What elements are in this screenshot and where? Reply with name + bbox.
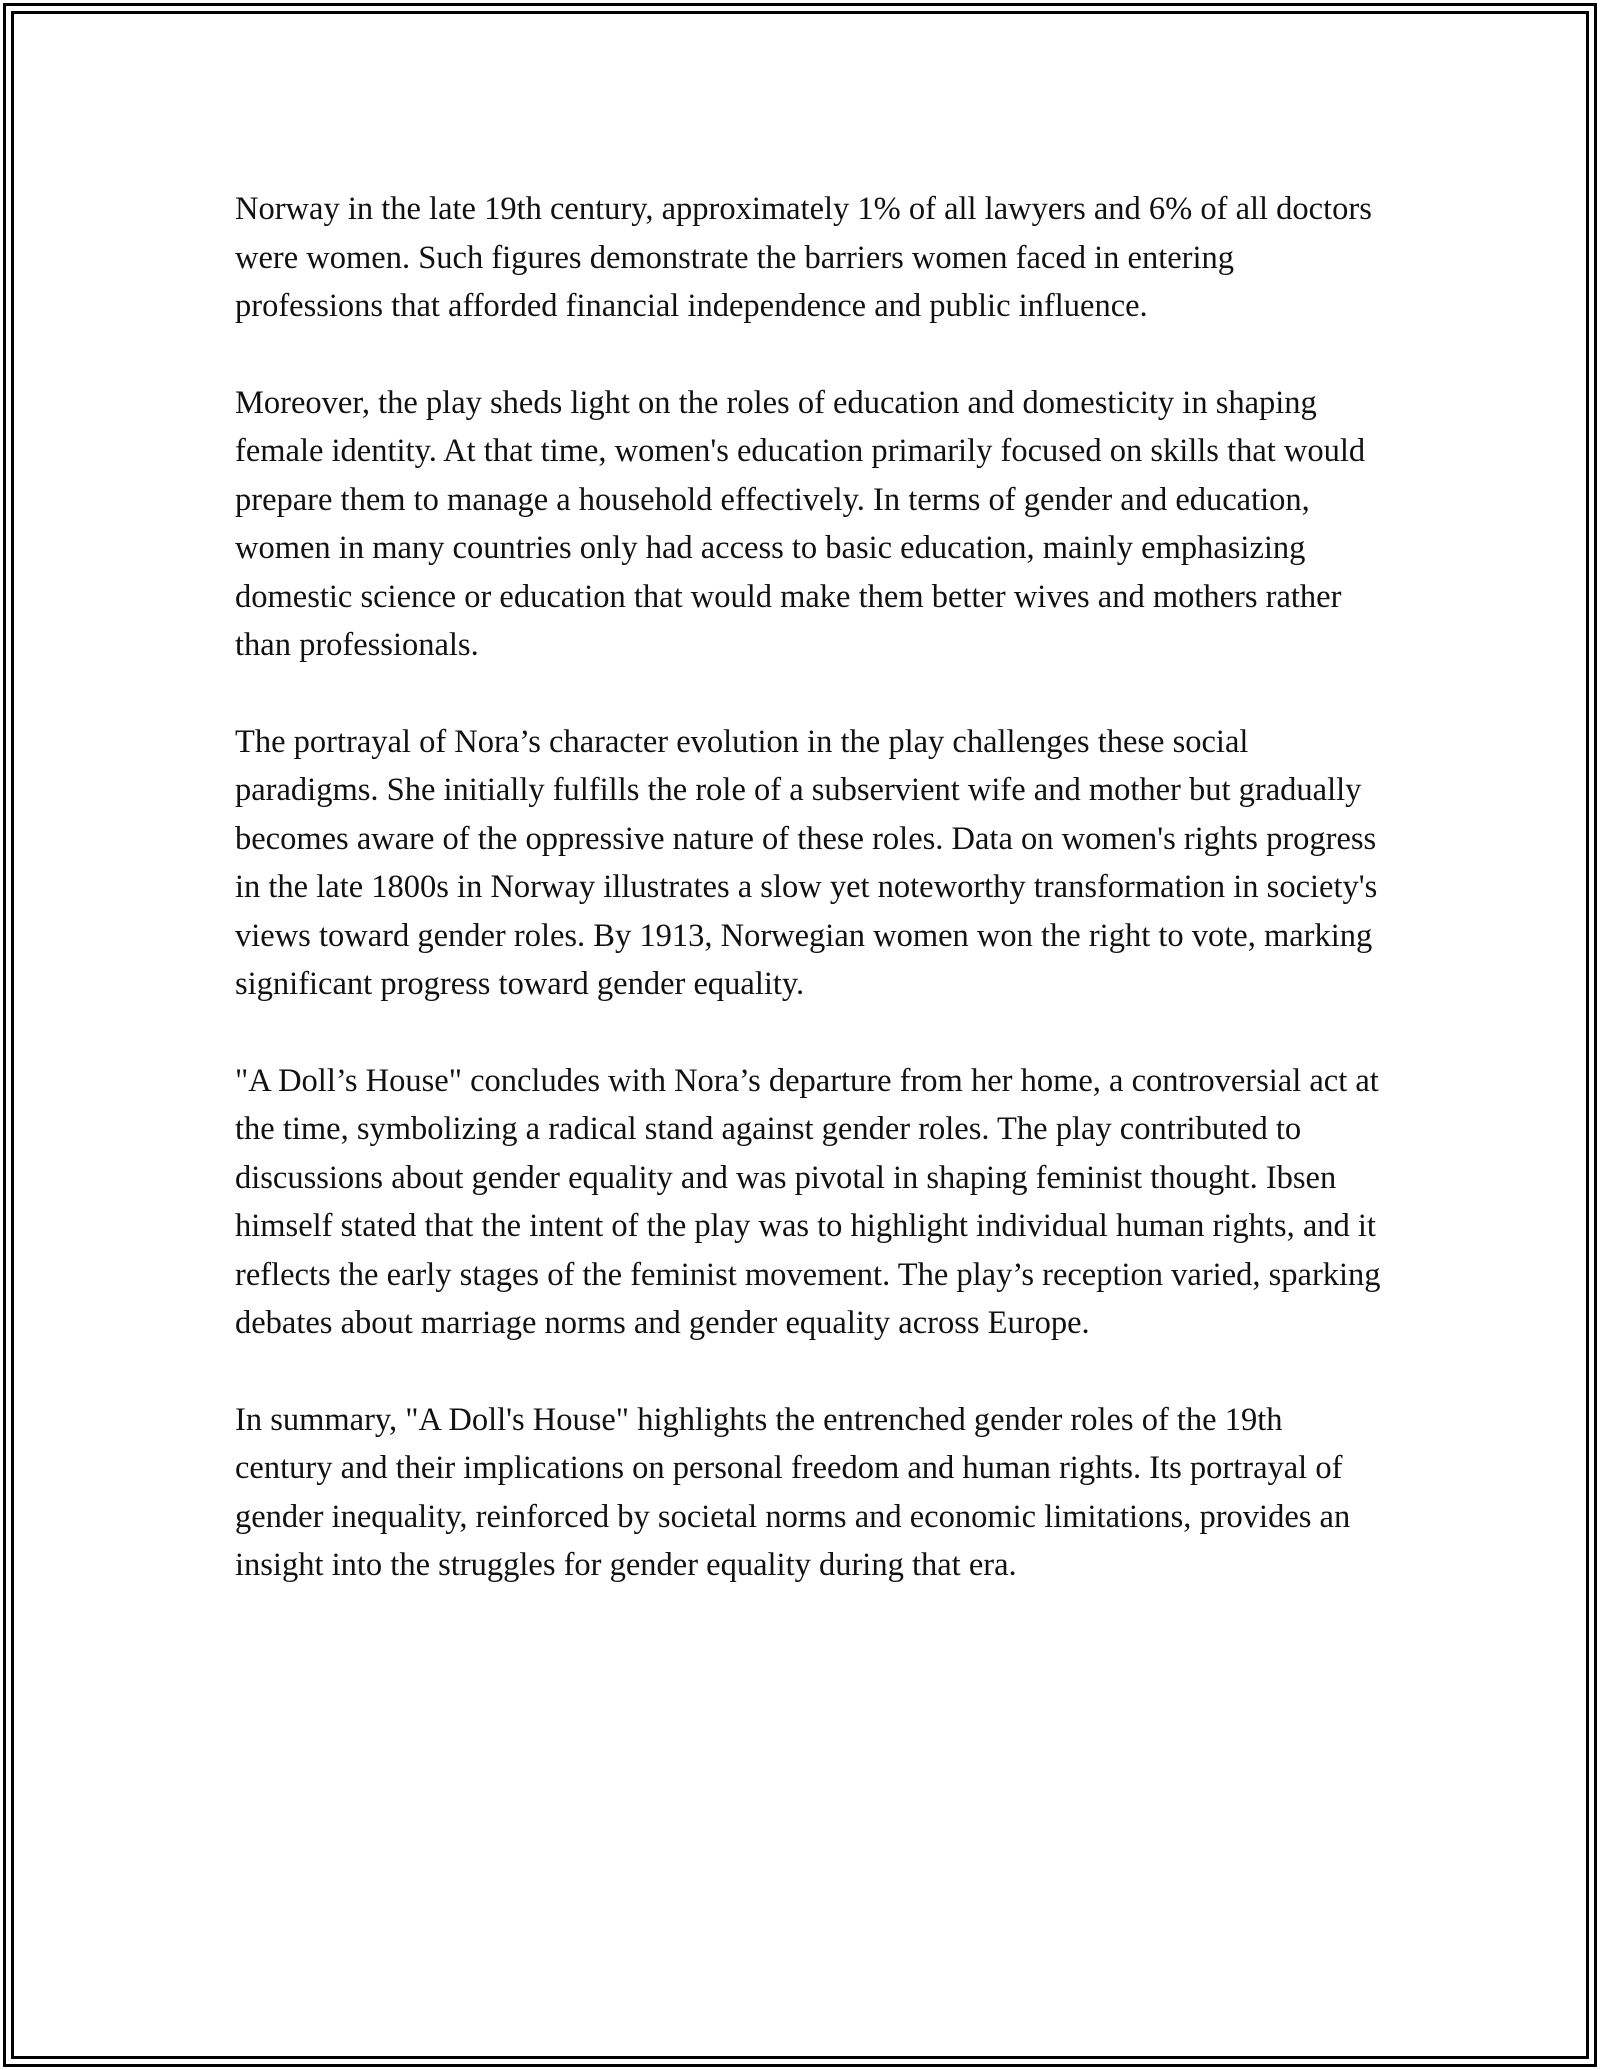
paragraph-2: Moreover, the play sheds light on the roles of education and domesticity in shaping female identity. At that time, women's education primarily focused on skills that would prepare them to manage a household effectively. In terms of gender and education, women in many countries only had access to basic education, mainly emphasizing domestic science or education that would make them better wives and mothers rather than professionals.: [235, 384, 1366, 663]
paragraph-5: In summary, "A Doll's House" highlights the entrenched gender roles of the 19th century and their implications on personal freedom and human rights. Its portrayal of gender inequality, reinforced by societal norms and economic limitations, provides an insight into the struggles for gender equality during that era.: [235, 1401, 1351, 1583]
paragraph-4: "A Doll’s House" concludes with Nora’s departure from her home, a controversial act at the time, symbolizing a radical stand against gender roles. The play contributed to discussions about gender equality and was pivotal in shaping feminist thought. Ibsen himself stated that the intent of the play was to highlight individual human rights, and it reflects the early stages of the feminist movement. The play’s reception varied, sparking debates about marriage norms and gender equality across Europe.: [235, 1062, 1381, 1341]
paragraph-3: The portrayal of Nora’s character evolution in the play challenges these social paradigms. She initially fulfills the role of a subservient wife and mother but gradually becomes aware of the oppressive nature of these roles. Data on women's rights progress in the late 1800s in Norway illustrates a slow yet noteworthy transformation in society's views toward gender roles. By 1913, Norwegian women won the right to vote, marking significant progress toward gender equality.: [235, 723, 1378, 1002]
paragraph-1: Norway in the late 19th century, approximately 1% of all lawyers and 6% of all doctors were women. Such figures demonstrate the barriers women faced in entering professions that afforded financial independence and public influence.: [235, 191, 1372, 324]
document-body: [235, 185, 1385, 1638]
